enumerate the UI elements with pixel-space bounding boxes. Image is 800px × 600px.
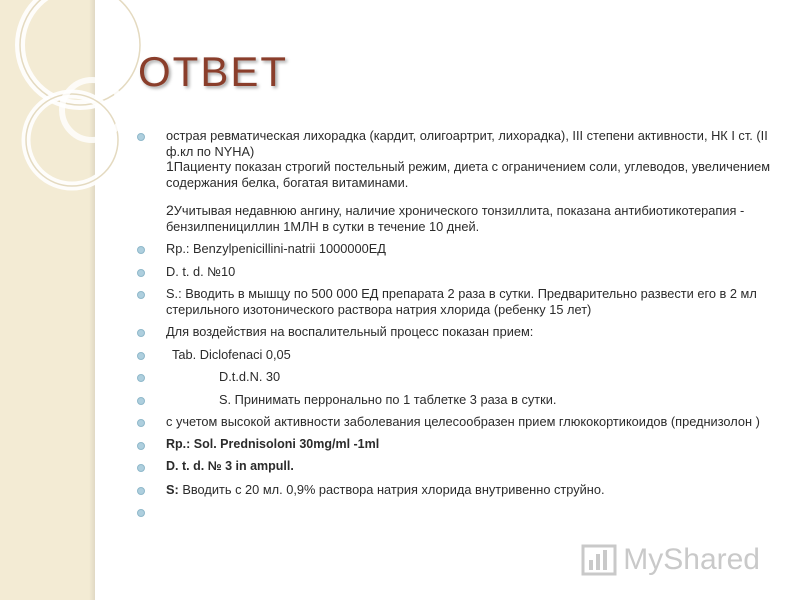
list-item: Tab. Diclofenaci 0,05 bbox=[132, 347, 772, 363]
list-item: S: Вводить с 20 мл. 0,9% раствора натрия хлорида внутривенно струйно. bbox=[132, 482, 772, 498]
list-item: D. t. d. № 3 in ampull. bbox=[132, 459, 772, 475]
list-item-diagnosis bbox=[132, 128, 772, 234]
list-item: D.t.d.N. 30 bbox=[132, 369, 772, 385]
treatment-paragraph-1: 1Пациенту показан строгий постельный режим, диета с ограничением соли, углеводов, увеличением содержания белка, богатая витаминами. bbox=[166, 158, 771, 190]
watermark bbox=[581, 542, 760, 578]
treatment-paragraph-2: 2Учитывая недавнюю ангину, наличие хронического тонзиллита, показана антибиотикотерапия - бензилпенициллин 1МЛН в сутки в течение 10 дней. bbox=[166, 202, 745, 234]
bar-chart-icon bbox=[581, 542, 617, 578]
list-item: Для воздействия на воспалительный процесс показан прием: bbox=[132, 324, 772, 340]
list-item: D. t. d. №10 bbox=[132, 264, 772, 280]
list-item: Rp.: Sol. Prednisoloni 30mg/ml -1ml bbox=[132, 437, 772, 453]
slide-title: ОТВЕТ bbox=[138, 48, 289, 95]
diagnosis-text: острая ревматическая лихорадка (кардит, олигоартрит, лихорадка), III степени активности, НК I ст. (II ф.кл по NYHA) bbox=[166, 128, 768, 159]
bullet-list bbox=[132, 128, 772, 525]
list-item-empty bbox=[132, 504, 772, 518]
left-decorative-band bbox=[0, 0, 95, 600]
list-item: S.: Вводить в мышцу по 500 000 ЕД препарата 2 раза в сутки. Предварительно развести его в 2 мл стерильного изотонического раствора натрия хлорида (ребенку 15 лет) bbox=[132, 286, 772, 317]
list-item: с учетом высокой активности заболевания целесообразен прием глюкокортикоидов (преднизолон ) bbox=[132, 414, 772, 430]
list-item: Rp.: Benzylpenicillini-natrii 1000000ЕД bbox=[132, 241, 772, 257]
list-item: S. Принимать перронально по 1 таблетке 3 раза в сутки. bbox=[132, 392, 772, 408]
watermark-text: MyShared bbox=[623, 543, 760, 576]
